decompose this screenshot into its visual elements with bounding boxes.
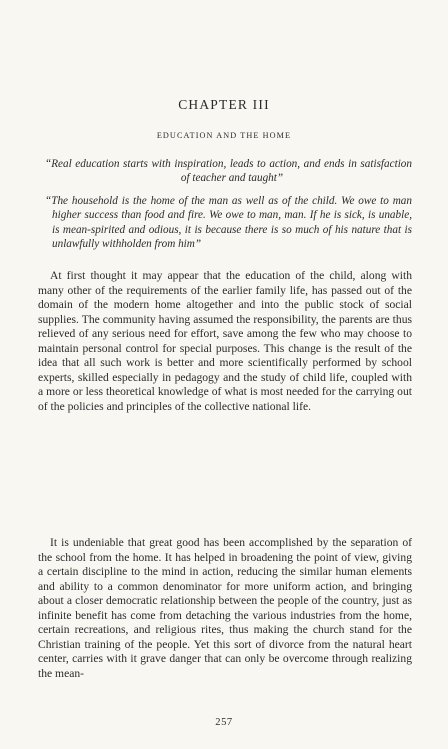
chapter-heading: CHAPTER III xyxy=(178,97,270,112)
epigraph-quote: “The household is the home of the man as well as of the child. We owe to man higher success than food and fire. We owe to man, man. If he is sick, is unable, is mean-spirited and odious, it is because there is so much of his nature that is unlawfully withholden from him” xyxy=(45,195,412,251)
epigraph-quote: “Real education starts with inspiration, leads to action, and ends in satisfaction of teacher and taught” xyxy=(45,158,412,185)
body-paragraph: It is undeniable that great good has been accomplished by the separation of the school from the home. It has helped in broadening the point of view, giving a certain discipline to the mind in action, reducing the similar human elements and ability to a common denominator for more uniform action, and bringing about a closer democratic relationship between the people of the country, just as infinite benefit has come from detaching the various industries from the home, certain recreations, and religious rites, thus making the church stand for the Christian training of the people. Yet this sort of divorce from the natural heart center, carries with it grave danger that can only be overcome through realizing the mean- xyxy=(38,536,412,680)
page-number: 257 xyxy=(215,717,233,728)
body-paragraph: At first thought it may appear that the education of the child, along with many other of the requirements of the earlier family life, has passed out of the domain of the modern home altogether and into the public stock of social supplies. The community having assumed the responsibility, the parents are thus relieved of any serious need for effort, save among the few who may choose to maintain personal control for special purposes. This change is the result of the idea that all such work is better and more scientifically performed by school experts, skilled especially in pedagogy and the study of child life, coupled with a more or less theoretical knowledge of what is most needed for the carrying out of the policies and principles of the collective national life. xyxy=(38,269,412,413)
chapter-subtitle: EDUCATION AND THE HOME xyxy=(156,131,292,140)
